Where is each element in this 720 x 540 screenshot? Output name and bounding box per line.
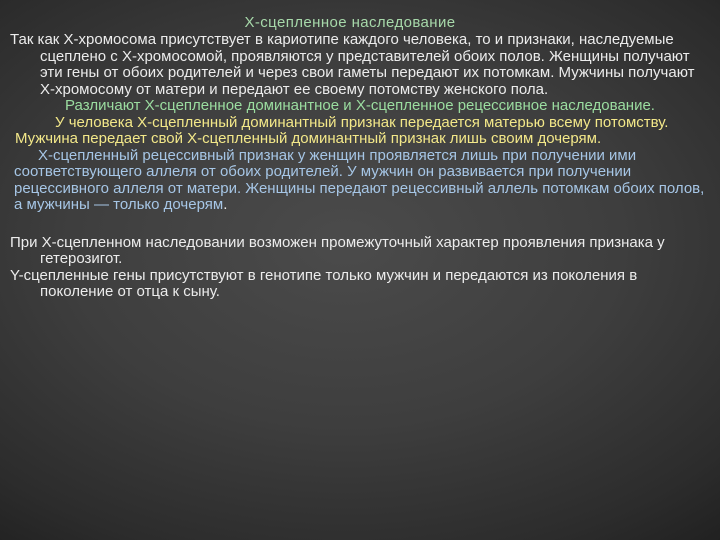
paragraph-recessive-trait <box>10 148 710 214</box>
recessive-trait-period: . <box>223 196 228 213</box>
paragraph-dominant-trait: У человека Х-сцепленный доминантный признак передается матерью всему потомству. Мужчина передает свой Х-сцепленный доминантный признак лишь своим дочерям. <box>15 113 669 147</box>
paragraph-y-linked-genes: Y-сцепленные гены присутствуют в генотипе только мужчин и передаются из поколения в поколение от отца к сыну. <box>10 266 638 300</box>
slide-content <box>10 14 710 301</box>
paragraph-x-chromosome-intro: Так как Х-хромосома присутствует в кариотипе каждого человека, то и признаки, наследуемые сцеплено с Х-хромосомой, проявляются у представителей обоих полов. Женщины получают эти гены от обоих родителей и через свои гаметы передают их потомкам. Мужчины получают Х-хромосому от матери и передают ее своему потомству женского пола. <box>10 31 695 98</box>
paragraph-intermediate-expression: При Х-сцепленном наследовании возможен промежуточный характер проявления признака у гетерозигот. <box>10 233 665 267</box>
paragraph-inheritance-types: Различают Х-сцепленное доминантное и Х-сцепленное рецессивное наследование. <box>65 97 655 114</box>
spacer <box>10 214 710 235</box>
recessive-trait-text: Х-сцепленный рецессивный признак у женщин проявляется лишь при получении ими соответствующего аллеля от обоих родителей. У мужчин он развивается при получении рецессивного аллеля от матери. Женщины передают рецессивный аллель потомкам обоих полов, а мужчины — только дочерям <box>14 146 705 213</box>
slide-title: Х-сцепленное наследование <box>244 14 456 31</box>
